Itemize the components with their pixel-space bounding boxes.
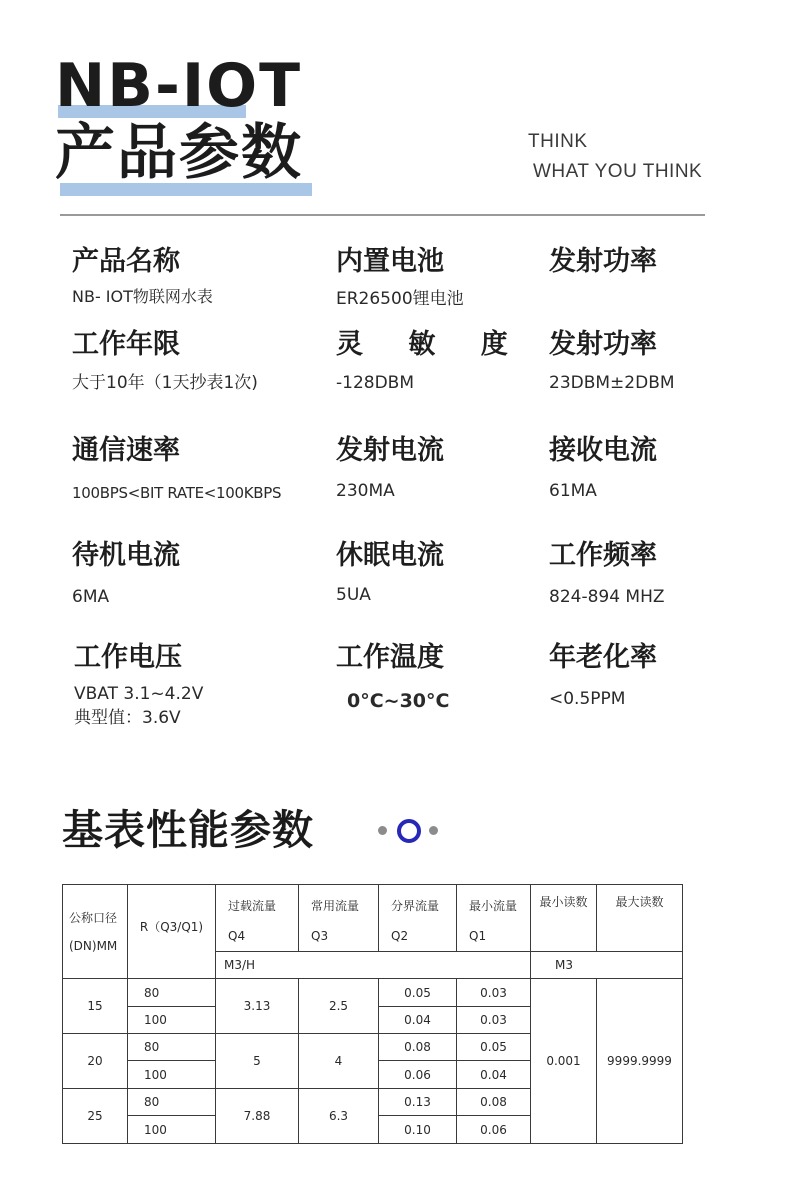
param-value-voltage-typical: 典型值：3.6V [74, 708, 181, 728]
header-q2-name: 分界流量 [391, 899, 440, 913]
cell-q1: 0.06 [457, 1116, 531, 1144]
cell-r: 80 [128, 1089, 216, 1116]
param-value-temperature: 0°C~30°C [347, 690, 450, 712]
cell-dn: 20 [63, 1034, 128, 1089]
cell-q1: 0.05 [457, 1034, 531, 1061]
param-value-standby-current: 6MA [72, 587, 110, 607]
cell-dn: 25 [63, 1089, 128, 1144]
cell-q1: 0.04 [457, 1061, 531, 1089]
page-title-cn: 产品参数 [55, 118, 303, 188]
param-label-rx-current: 接收电流 [549, 435, 657, 466]
header-r: R（Q3/Q1) [128, 885, 216, 979]
header-q3 [299, 885, 379, 952]
cell-q2: 0.04 [379, 1007, 457, 1034]
param-value-tx-current: 230MA [336, 481, 395, 501]
cell-r: 80 [128, 1034, 216, 1061]
cell-q2: 0.06 [379, 1061, 457, 1089]
cell-q4: 7.88 [216, 1089, 299, 1144]
header-q1-code: Q1 [469, 929, 487, 943]
param-value-service-life: 大于10年（1天抄表1次) [72, 373, 258, 393]
cell-q1: 0.08 [457, 1089, 531, 1116]
param-label-tx-power-b: 发射功率 [549, 329, 657, 360]
unit-flow: M3/H [216, 952, 531, 979]
decor-dot-left [378, 826, 387, 835]
decor-ring-dot [397, 819, 421, 843]
param-value-sensitivity: -128DBM [336, 373, 415, 393]
param-value-voltage: VBAT 3.1~4.2V [74, 684, 204, 704]
param-label-frequency: 工作频率 [549, 540, 657, 571]
param-value-aging-rate: <0.5PPM [549, 689, 626, 709]
param-label-voltage: 工作电压 [74, 642, 182, 673]
param-label-standby-current: 待机电流 [72, 540, 180, 571]
cell-q2: 0.13 [379, 1089, 457, 1116]
cell-q4: 3.13 [216, 979, 299, 1034]
header-q2 [379, 885, 457, 952]
tagline-line1: THINK [528, 131, 588, 152]
param-label-tx-power-a: 发射功率 [549, 246, 657, 277]
cell-min-reading: 0.001 [531, 979, 597, 1144]
header-divider [60, 214, 705, 216]
header-dn-line1: 公称口径 [69, 910, 118, 925]
param-value-rx-current: 61MA [549, 481, 597, 501]
param-label-service-life: 工作年限 [72, 329, 180, 360]
section-title-base-meter: 基表性能参数 [62, 806, 314, 854]
header-min-reading: 最小读数 [531, 885, 597, 952]
header-q4-code: Q4 [228, 929, 246, 943]
param-value-product-name: NB- IOT物联网水表 [72, 287, 213, 306]
header-q1 [457, 885, 531, 952]
cell-max-reading: 9999.9999 [597, 979, 683, 1144]
param-value-sleep-current: 5UA [336, 585, 371, 605]
param-label-sleep-current: 休眠电流 [336, 540, 444, 571]
header-dn-line2: (DN)MM [69, 938, 118, 953]
header-q4-name: 过载流量 [228, 899, 277, 913]
param-label-aging-rate: 年老化率 [549, 642, 657, 673]
cell-q3: 6.3 [299, 1089, 379, 1144]
header-max-reading: 最大读数 [597, 885, 683, 952]
header-q2-code: Q2 [391, 929, 409, 943]
cell-dn: 15 [63, 979, 128, 1034]
cell-q3: 4 [299, 1034, 379, 1089]
param-value-tx-power-b: 23DBM±2DBM [549, 373, 675, 393]
table-row [63, 979, 683, 1007]
unit-reading: M3 [531, 952, 683, 979]
param-label-temperature: 工作温度 [336, 642, 444, 673]
header-q3-code: Q3 [311, 929, 329, 943]
param-value-comm-rate: 100BPS<BIT RATE<100KBPS [72, 484, 282, 502]
param-label-battery: 内置电池 [336, 246, 444, 277]
cell-r: 100 [128, 1061, 216, 1089]
tagline-line2: WHAT YOU THINK [533, 161, 703, 182]
param-value-frequency: 824-894 MHZ [549, 587, 665, 607]
cell-r: 100 [128, 1007, 216, 1034]
header-q4 [216, 885, 299, 952]
base-meter-table [62, 884, 683, 1144]
cell-q2: 0.08 [379, 1034, 457, 1061]
cell-q2: 0.10 [379, 1116, 457, 1144]
cell-q3: 2.5 [299, 979, 379, 1034]
cell-q4: 5 [216, 1034, 299, 1089]
cell-r: 100 [128, 1116, 216, 1144]
cell-q2: 0.05 [379, 979, 457, 1007]
param-value-battery: ER26500锂电池 [336, 289, 464, 309]
header-q1-name: 最小流量 [469, 899, 518, 913]
cell-q1: 0.03 [457, 979, 531, 1007]
header-dn [63, 885, 128, 979]
page-title-en: NB-IOT [55, 51, 303, 121]
param-label-sensitivity: 灵 敏 度 [336, 329, 526, 360]
decor-dot-right [429, 826, 438, 835]
param-label-comm-rate: 通信速率 [72, 435, 180, 466]
param-label-product-name: 产品名称 [72, 246, 180, 277]
param-label-tx-current: 发射电流 [336, 435, 444, 466]
header-q3-name: 常用流量 [311, 899, 360, 913]
cell-r: 80 [128, 979, 216, 1007]
cell-q1: 0.03 [457, 1007, 531, 1034]
